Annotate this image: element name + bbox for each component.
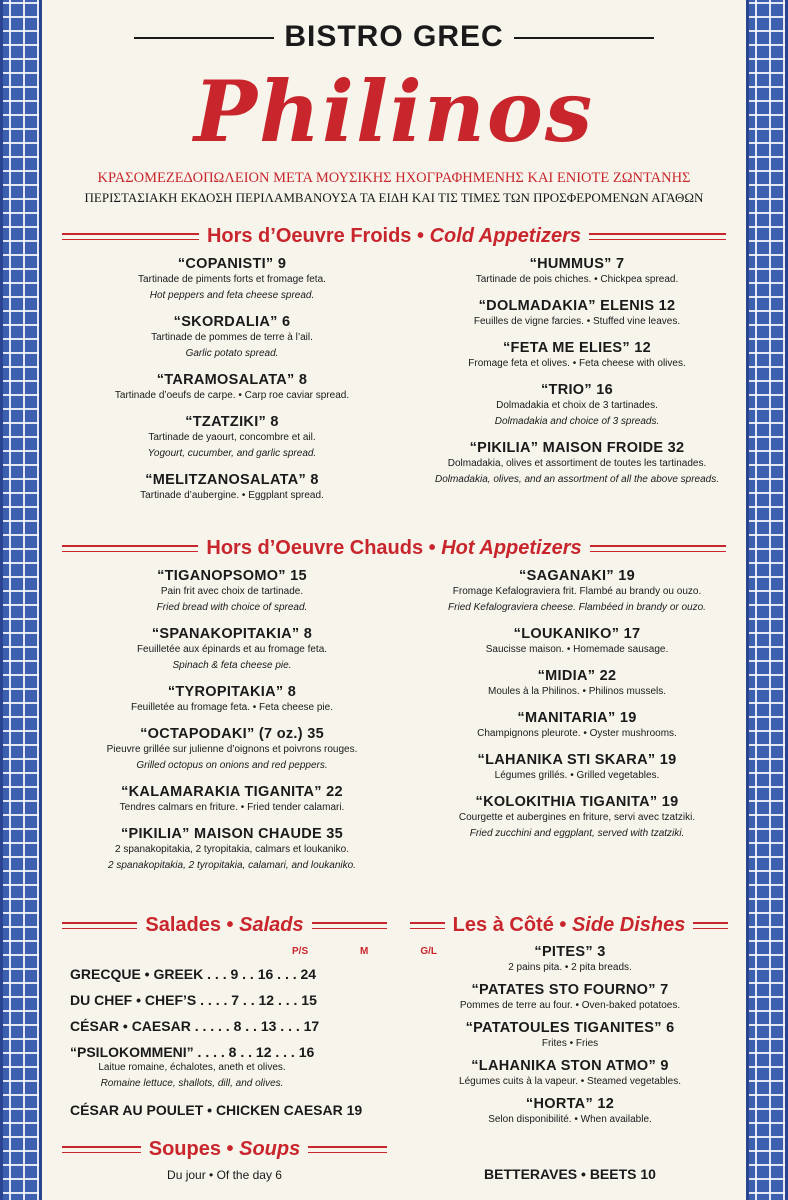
psilokommeni-desc <box>62 1060 322 1092</box>
menu-item <box>82 372 382 404</box>
item-desc-en: Hot peppers and feta cheese spread. <box>149 290 315 301</box>
size-medium: M <box>360 946 369 957</box>
menu-item <box>422 752 732 784</box>
item-name: “OCTAPODAKI” (7 oz.) 35 <box>140 726 324 742</box>
beets-item: BETTERAVES • BEETS 10 <box>484 1166 656 1182</box>
item-desc-fr: Légumes cuits à la vapeur. • Steamed vegetables. <box>459 1076 681 1087</box>
title-en: Hot Appetizers <box>441 537 582 559</box>
item-name: “PITES” 3 <box>534 944 606 960</box>
section-side-dishes <box>410 914 728 937</box>
item-name: “TRIO” 16 <box>541 382 613 398</box>
menu-item <box>82 472 382 504</box>
item-desc-fr: Dolmadakia, olives et assortiment de toutes les tartinades. <box>447 458 707 469</box>
section-rule <box>410 922 445 929</box>
item-name: “FETA ME ELIES” 12 <box>502 340 651 356</box>
item-desc-en: Grilled octopus on onions and red peppers. <box>136 760 328 771</box>
menu-item <box>422 710 732 742</box>
item-name: “KOLOKITHIA TIGANITA” 19 <box>475 794 679 810</box>
hot-right-column <box>422 568 732 852</box>
title-fr: Hors d’Oeuvre Chauds <box>206 537 424 559</box>
menu-item <box>72 626 392 674</box>
item-name: “PIKILIA” MAISON FROIDE 32 <box>469 440 685 456</box>
psilo-fr: Laitue romaine, échalotes, aneth et olives. <box>98 1062 286 1073</box>
cold-right-column <box>432 256 722 498</box>
section-title: Hors d’Oeuvre Froids • Cold Appetizers <box>206 225 582 247</box>
item-name: “KALAMARAKIA TIGANITA” 22 <box>121 784 343 800</box>
menu-item <box>420 944 720 976</box>
menu-item <box>422 794 732 842</box>
size-large: G/L <box>420 946 437 957</box>
brand-header <box>42 20 746 54</box>
item-desc-fr: Pain frit avec choix de tartinade. <box>160 586 304 597</box>
greek-key-border-right <box>746 0 788 1200</box>
psilo-en: Romaine lettuce, shallots, dill, and olives. <box>100 1078 284 1089</box>
title-en: Side Dishes <box>571 914 686 936</box>
title-fr: Hors d’Oeuvre Froids <box>206 225 412 247</box>
item-desc-en: Dolmadakia, olives, and an assortment of all the above spreads. <box>434 474 720 485</box>
greek-tagline-1: ΚΡΑΣΟΜΕΖΕΔΟΠΩΛΕΙΟΝ ΜΕΤΑ ΜΟΥΣΙΚΗΣ ΗΧΟΓΡΑΦΗΜΕΝΗΣ ΚΑΙ ΕΝΙΟΤΕ ΖΩΝΤΑΝΗΣ <box>97 170 691 186</box>
item-desc-en: 2 spanakopitakia, 2 tyropitakia, calamari, and loukaniko. <box>108 860 356 871</box>
section-rule <box>308 1146 387 1153</box>
item-name: “PIKILIA” MAISON CHAUDE 35 <box>120 826 344 842</box>
item-desc-fr: Frites • Fries <box>541 1038 599 1049</box>
salad-size-header <box>292 946 437 957</box>
item-name: “DOLMADAKIA” ELENIS 12 <box>478 298 676 314</box>
menu-item <box>432 440 722 488</box>
item-name: “HORTA” 12 <box>525 1096 615 1112</box>
salad-row-psilokommeni: “PSILOKOMMENI” . . . . 8 . . 12 . . . 16 <box>70 1044 315 1060</box>
soup-of-the-day: Du jour • Of the day 6 <box>167 1168 282 1182</box>
item-desc-fr: Courgette et aubergines en friture, servi avec tzatziki. <box>458 812 696 823</box>
item-desc-fr: Légumes grillés. • Grilled vegetables. <box>494 770 660 781</box>
section-title: Soupes • Soups <box>148 1138 301 1160</box>
menu-item <box>72 684 392 716</box>
menu-item <box>72 784 392 816</box>
section-rule <box>693 922 728 929</box>
item-name: “TIGANOPSOMO” 15 <box>157 568 307 584</box>
salad-row-chicken-caesar: CÉSAR AU POULET • CHICKEN CAESAR 19 <box>70 1102 363 1118</box>
item-desc-fr: Tartinade d’aubergine. • Eggplant spread. <box>140 490 324 501</box>
menu-item <box>72 726 392 774</box>
item-desc-fr: Tartinade de piments forts et fromage feta. <box>138 274 326 285</box>
menu-item <box>420 982 720 1014</box>
item-name: “MIDIA” 22 <box>537 668 617 684</box>
hot-left-column <box>72 568 392 884</box>
item-desc-fr: Moules à la Philinos. • Philinos mussels. <box>487 686 667 697</box>
side-dishes-column <box>420 944 720 1134</box>
item-desc-fr: Dolmadakia et choix de 3 tartinades. <box>496 400 658 411</box>
section-title: Les à Côté • Side Dishes <box>452 914 686 936</box>
item-desc-fr: Feuilles de vigne farcies. • Stuffed vine leaves. <box>473 316 681 327</box>
salad-row-caesar: CÉSAR • CAESAR . . . . . 8 . . 13 . . . 17 <box>70 1018 320 1034</box>
brand-title: BISTRO GREC <box>284 20 504 53</box>
item-name: “PATATOULES TIGANITES” 6 <box>465 1020 675 1036</box>
item-desc-en: Fried bread with choice of spread. <box>156 602 308 613</box>
section-rule <box>312 922 387 929</box>
item-desc-fr: Saucisse maison. • Homemade sausage. <box>485 644 669 655</box>
item-name: “MELITZANOSALATA” 8 <box>145 472 319 488</box>
item-desc-en: Dolmadakia and choice of 3 spreads. <box>494 416 660 427</box>
title-fr: Soupes <box>148 1138 221 1160</box>
item-desc-fr: Pieuvre grillée sur julienne d’oignons et poivrons rouges. <box>106 744 358 755</box>
menu-page <box>42 0 746 1200</box>
item-desc-fr: Pommes de terre au four. • Oven-baked potatoes. <box>459 1000 681 1011</box>
item-name: “LAHANIKA STI SKARA” 19 <box>477 752 677 768</box>
item-desc-fr: Tartinade de pommes de terre à l’ail. <box>151 332 313 343</box>
section-cold-appetizers <box>62 225 726 248</box>
menu-item <box>432 340 722 372</box>
menu-item <box>420 1058 720 1090</box>
brand-rule-right <box>514 37 654 39</box>
title-fr: Les à Côté <box>452 914 554 936</box>
item-name: “MANITARIA” 19 <box>517 710 637 726</box>
item-desc-fr: Feuilletée au fromage feta. • Feta cheese pie. <box>131 702 333 713</box>
menu-item <box>82 256 382 304</box>
menu-item <box>432 298 722 330</box>
item-desc-en: Fried zucchini and eggplant, served with tzatziki. <box>469 828 685 839</box>
item-name: “SAGANAKI” 19 <box>519 568 635 584</box>
salad-row-greek: GRECQUE • GREEK . . . 9 . . 16 . . . 24 <box>70 966 317 982</box>
cold-left-column <box>82 256 382 514</box>
section-soups <box>62 1138 387 1161</box>
section-hot-appetizers <box>62 537 726 560</box>
item-desc-fr: Tartinade de pois chiches. • Chickpea spread. <box>475 274 679 285</box>
item-name: “LOUKANIKO” 17 <box>513 626 641 642</box>
item-desc-fr: Fromage feta et olives. • Feta cheese with olives. <box>468 358 686 369</box>
section-salads <box>62 914 387 937</box>
title-en: Salads <box>239 914 304 936</box>
menu-item <box>432 256 722 288</box>
section-title: Hors d’Oeuvre Chauds • Hot Appetizers <box>206 537 582 559</box>
restaurant-name: Philinos <box>193 62 595 161</box>
menu-item <box>422 668 732 700</box>
section-rule <box>589 233 726 240</box>
item-name: “LAHANIKA STON ATMO” 9 <box>471 1058 669 1074</box>
item-name: “COPANISTI” 9 <box>177 256 287 272</box>
section-rule <box>590 545 726 552</box>
menu-item <box>420 1020 720 1052</box>
item-desc-fr: Tartinade de yaourt, concombre et ail. <box>148 432 316 443</box>
brand-rule-left <box>134 37 274 39</box>
menu-item <box>72 568 392 616</box>
menu-item <box>420 1096 720 1128</box>
item-desc-fr: 2 spanakopitakia, 2 tyropitakia, calmars et loukaniko. <box>114 844 349 855</box>
menu-item <box>72 826 392 874</box>
section-title: Salades • Salads <box>145 914 304 936</box>
title-fr: Salades <box>145 914 221 936</box>
item-name: “HUMMUS” 7 <box>529 256 625 272</box>
menu-item <box>82 314 382 362</box>
menu-item <box>432 382 722 430</box>
section-rule <box>62 922 137 929</box>
section-rule <box>62 233 199 240</box>
item-name: “SKORDALIA” 6 <box>173 314 291 330</box>
item-desc-fr: Fromage Kefalograviera frit. Flambé au brandy ou ouzo. <box>452 586 702 597</box>
menu-item <box>422 626 732 658</box>
item-desc-fr: Tartinade d’oeufs de carpe. • Carp roe caviar spread. <box>114 390 350 401</box>
item-desc-en: Yogourt, cucumber, and garlic spread. <box>147 448 317 459</box>
item-desc-en: Fried Kefalograviera cheese. Flambéed in brandy or ouzo. <box>448 602 706 613</box>
item-desc-en: Spinach & feta cheese pie. <box>172 660 292 671</box>
item-desc-fr: Tendres calmars en friture. • Fried tender calamari. <box>119 802 345 813</box>
menu-item <box>82 414 382 462</box>
title-en: Soups <box>239 1138 301 1160</box>
item-desc-en: Garlic potato spread. <box>185 348 279 359</box>
salad-row-chef: DU CHEF • CHEF’S . . . . 7 . . 12 . . . 15 <box>70 992 317 1008</box>
item-name: “TARAMOSALATA” 8 <box>156 372 308 388</box>
title-en: Cold Appetizers <box>429 225 582 247</box>
item-desc-fr: Champignons pleurote. • Oyster mushrooms. <box>477 728 677 739</box>
item-name: “TYROPITAKIA” 8 <box>167 684 297 700</box>
greek-tagline-2: ΠΕΡΙΣΤΑΣΙΑΚΗ ΕΚΔΟΣΗ ΠΕΡΙΛΑΜΒΑΝΟΥΣΑ ΤΑ ΕΙΔΗ ΚΑΙ ΤΙΣ ΤΙΜΕΣ ΤΩΝ ΠΡΟΣΦΕΡΟΜΕΝΩΝ ΑΓΑΘΩΝ <box>84 190 704 205</box>
item-name: “SPANAKOPITAKIA” 8 <box>151 626 313 642</box>
item-desc-fr: Selon disponibilité. • When available. <box>488 1114 652 1125</box>
menu-item <box>422 568 732 616</box>
size-small: P/S <box>292 946 309 957</box>
item-desc-fr: 2 pains pita. • 2 pita breads. <box>508 962 632 973</box>
section-rule <box>62 1146 141 1153</box>
item-name: “PATATES STO FOURNO” 7 <box>471 982 669 998</box>
greek-key-border-left <box>0 0 42 1200</box>
item-desc-fr: Feuilletée aux épinards et au fromage feta. <box>136 644 328 655</box>
item-name: “TZATZIKI” 8 <box>185 414 279 430</box>
section-rule <box>62 545 198 552</box>
